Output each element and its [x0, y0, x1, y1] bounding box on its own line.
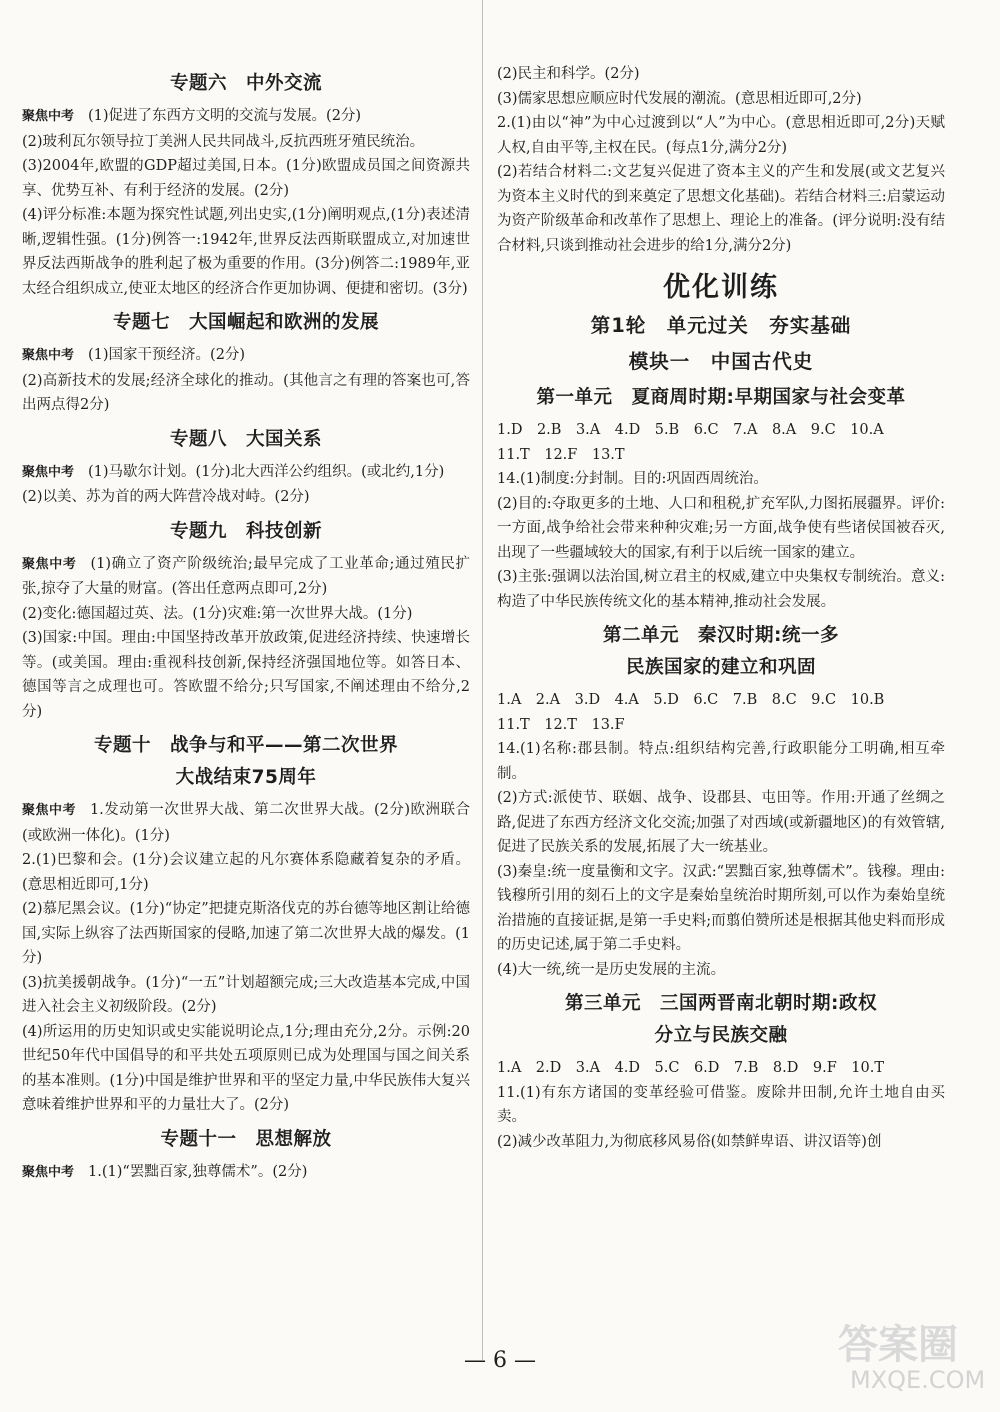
- answer-paragraph: (2)若结合材料二:文艺复兴促进了资本主义的产生和发展(或文艺复兴为资本主义时代的到来奠定了思想文化基础)。若结合材料三:启蒙运动为资产阶级革命和改革作了思想上、理论上的准备。(评分说明:没有结合材料,只谈到推动社会进步的给1分,满分2分): [497, 164, 945, 254]
- answer-paragraph: (2)玻利瓦尔领导拉丁美洲人民共同战斗,反抗西班牙殖民统治。: [22, 133, 425, 150]
- section-title-6: 专题六 中外交流: [169, 73, 322, 94]
- answer-paragraph: 11.(1)有东方诸国的变革经验可借鉴。废除井田制,允许土地自由买卖。: [497, 1084, 945, 1125]
- column-divider: [482, 0, 483, 1360]
- answer-paragraph: (3)儒家思想应顺应时代发展的潮流。(意思相近即可,2分): [497, 90, 862, 107]
- answer-paragraph: 聚焦中考 (1)确立了资产阶级统治;最早完成了工业革命;通过殖民扩张,掠夺了大量的财富。(答出任意两点即可,2分): [22, 555, 470, 597]
- round-title: 第1轮 单元过关 夯实基础: [590, 314, 852, 337]
- section-title-9: 专题九 科技创新: [169, 520, 322, 542]
- answer-key-line: 1.D 2.B 3.A 4.D 5.B 6.C 7.A 8.A 9.C 10.A: [497, 422, 884, 438]
- unit-title-3-line1: 第三单元 三国两晋南北朝时期:政权: [565, 993, 877, 1014]
- answer-paragraph: (2)变化:德国超过英、法。(1分)灾难:第一次世界大战。(1分): [22, 605, 413, 622]
- answer-paragraph: (4)评分标准:本题为探究性试题,列出史实,(1分)阐明观点,(1分)表述清晰,逻辑性强。(1分)例答一:1942年,世界反法西斯联盟成立,对加速世界反法西斯战争的胜利起了极为重要的作用。(3分)例答二:1989年,亚太经合组织成立,使亚太地区的经济合作更加协调、便捷和密切。(3分): [22, 207, 470, 297]
- answer-paragraph: 2.(1)由以“神”为中心过渡到以“人”为中心。(意思相近即可,2分)天赋人权,自由平等,主权在民。(每点1分,满分2分): [497, 115, 945, 156]
- unit-title-2-line1: 第二单元 秦汉时期:统一多: [603, 625, 839, 646]
- answer-paragraph: 聚焦中考 1.(1)“罢黜百家,独尊儒术”。(2分): [22, 1163, 308, 1180]
- page-number: — 6 —: [464, 1348, 536, 1373]
- answer-paragraph: 14.(1)名称:郡县制。特点:组织结构完善,行政职能分工明确,相互牵制。: [497, 741, 945, 782]
- answer-paragraph: (3)主张:强调以法治国,树立君主的权威,建立中央集权专制统治。意义:构造了中华民族传统文化的基本精神,推动社会发展。: [497, 569, 945, 610]
- answer-paragraph: 聚焦中考 (1)促进了东西方文明的交流与发展。(2分): [22, 108, 362, 124]
- answer-paragraph: 2.(1)巴黎和会。(1分)会议建立起的凡尔赛体系隐藏着复杂的矛盾。(意思相近即可,1分): [22, 852, 470, 893]
- watermark-logo: [836, 1322, 986, 1400]
- module-title: 模块一 中国古代史: [628, 350, 814, 373]
- left-column: [22, 62, 470, 1185]
- answer-paragraph: (4)大一统,统一是历史发展的主流。: [497, 961, 726, 978]
- answer-paragraph: 聚焦中考 (1)国家干预经济。(2分): [22, 347, 246, 363]
- focus-exam-label: 聚焦中考: [22, 348, 75, 363]
- answer-paragraph: 14.(1)制度:分封制。目的:巩固西周统治。: [497, 471, 768, 487]
- unit-title-2-line2: 民族国家的建立和巩固: [625, 657, 816, 678]
- section-title-10-line2: 大战结束75周年: [175, 767, 317, 788]
- focus-exam-label: 聚焦中考: [22, 109, 75, 124]
- answer-key-line: 11.T 12.T 13.F: [497, 716, 625, 733]
- answer-key-line: 11.T 12.F 13.T: [497, 446, 625, 463]
- answer-paragraph: (2)慕尼黑会议。(1分)“协定”把捷克斯洛伐克的苏台德等地区割让给德国,实际上纵容了法西斯国家的侵略,加速了第二次世界大战的爆发。(1分): [22, 901, 470, 966]
- answer-paragraph: (2)减少改革阻力,为彻底移风易俗(如禁鲜卑语、讲汉语等)创: [497, 1133, 882, 1150]
- answer-paragraph: 聚焦中考 (1)马歇尔计划。(1分)北大西洋公约组织。(或北约,1分): [22, 463, 445, 480]
- answer-paragraph: (3)抗美援朝战争。(1分)“一五”计划超额完成;三大改造基本完成,中国进入社会主义初级阶段。(2分): [22, 974, 470, 1015]
- answer-paragraph: (3)国家:中国。理由:中国坚持改革开放政策,促进经济持续、快速增长等。(或美国。理由:重视科技创新,保持经济强国地位等。如答日本、德国等言之成理也可。答欧盟不给分;只写国家,不阐述理由不给分,2分): [22, 630, 470, 720]
- answer-paragraph: (3)2004年,欧盟的GDP超过美国,日本。(1分)欧盟成员国之间资源共享、优势互补、有利于经济的发展。(2分): [22, 158, 470, 199]
- answer-paragraph: (2)目的:夺取更多的土地、人口和租税,扩充军队,力图拓展疆界。评价:一方面,战争给社会带来种种灾难;另一方面,战争使有些诸侯国被吞灭,出现了一些疆域较大的国家,有利于以后统一国家的建立。: [497, 495, 945, 561]
- section-title-8: 专题八 大国关系: [169, 428, 322, 450]
- unit-title-1: 第一单元 夏商周时期:早期国家与社会变革: [536, 387, 906, 408]
- right-column: [497, 62, 945, 1154]
- focus-exam-label: 聚焦中考: [22, 803, 76, 818]
- focus-exam-label: 聚焦中考: [22, 464, 75, 480]
- watermark-text: 答案圈: [838, 1322, 958, 1368]
- answer-paragraph: (3)秦皇:统一度量衡和文字。汉武:“罢黜百家,独尊儒术”。钱穆。理由:钱穆所引用的刻石上的文字是秦始皇统治时期所刻,可以作为秦始皇统治措施的直接证据,是第一手史料;而翦伯赞所述是根据其他史料而形成的历史记述,属于第二手史料。: [497, 863, 945, 953]
- answer-paragraph: (2)以美、苏为首的两大阵营冷战对峙。(2分): [22, 489, 310, 505]
- answer-paragraph: (2)方式:派使节、联姻、战争、设郡县、屯田等。作用:开通了丝绸之路,促进了东西方经济文化交流;加强了对西域(或新疆地区)的有效管辖,促进了民族关系的发展,拓展了大一统基业。: [497, 790, 945, 855]
- answer-key-line: 1.A 2.A 3.D 4.A 5.D 6.C 7.B 8.C 9.C 10.B: [497, 692, 885, 708]
- section-title-7: 专题七 大国崛起和欧洲的发展: [112, 312, 379, 333]
- main-title: 优化训练: [663, 272, 779, 303]
- answer-paragraph: (2)民主和科学。(2分): [497, 66, 640, 82]
- section-title-11: 专题十一 思想解放: [160, 1128, 332, 1150]
- answer-paragraph: (2)高新技术的发展;经济全球化的推动。(其他言之有理的答案也可,答出两点得2分): [22, 372, 470, 413]
- unit-title-3-line2: 分立与民族交融: [654, 1025, 788, 1046]
- watermark-url: MXQE.COM: [850, 1366, 986, 1394]
- section-title-10-line1: 专题十 战争与和平——第二次世界: [93, 735, 398, 756]
- answer-paragraph: 聚焦中考 1.发动第一次世界大战、第二次世界大战。(2分)欧洲联合(或欧洲一体化)。(1分): [22, 802, 470, 844]
- answer-paragraph: (4)所运用的历史知识或史实能说明论点,1分;理由充分,2分。示例:20世纪50年代中国倡导的和平共处五项原则已成为处理国与国之间关系的基本准则。(1分)中国是维护世界和平的坚定力量,中华民族伟大复兴意味着维护世界和平的力量壮大了。(2分): [22, 1023, 470, 1113]
- answer-key-line: 1.A 2.D 3.A 4.D 5.C 6.D 7.B 8.D 9.F 10.T: [497, 1060, 884, 1076]
- focus-exam-label: 聚焦中考: [22, 556, 77, 572]
- focus-exam-label: 聚焦中考: [22, 1164, 75, 1180]
